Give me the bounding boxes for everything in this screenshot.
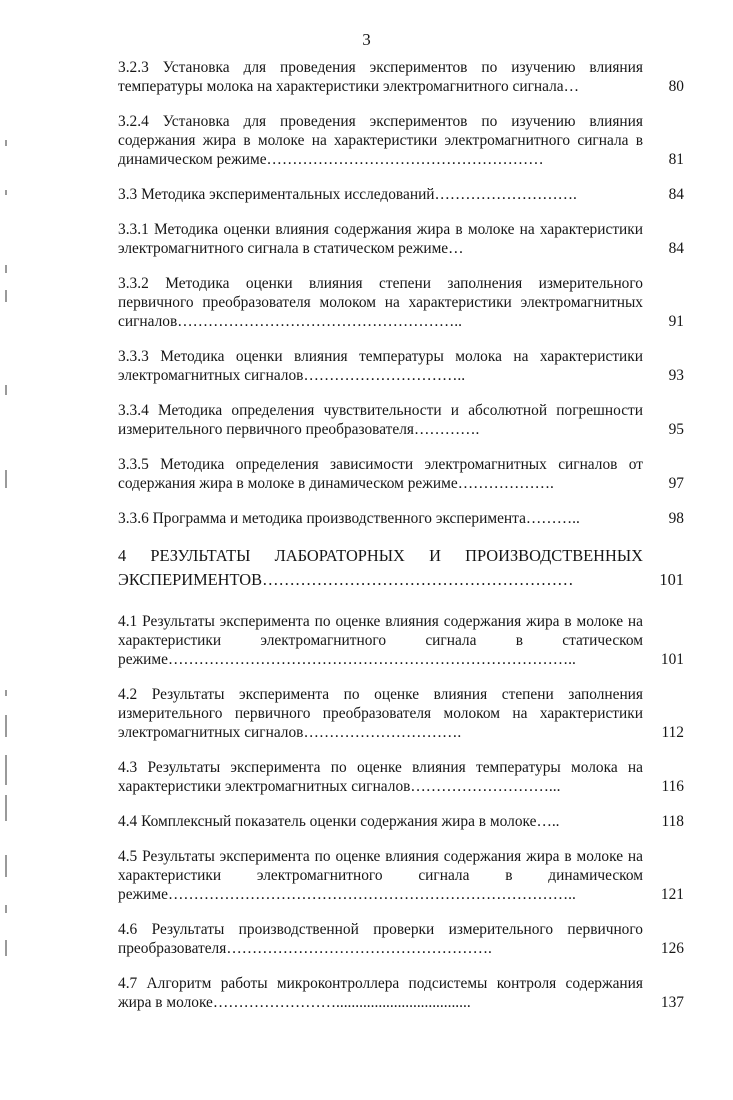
toc-entry-page: 126 bbox=[660, 940, 684, 957]
scan-mark bbox=[5, 690, 7, 696]
scan-mark bbox=[5, 940, 7, 956]
toc-entry-title: 4.5 Результаты эксперимента по оценке влияния содержания жира в молоке на характеристики электромагнитного сигнала в динамическом режиме…………………………………………………………………….. bbox=[118, 848, 643, 903]
toc-entry-title: 3.3.5 Методика определения зависимости электромагнитных сигналов от содержания жира в молоке в динамическом режиме………………. bbox=[118, 456, 643, 492]
toc-entry-title: 4.3 Результаты эксперимента по оценке влияния температуры молока на характеристики электромагнитных сигналов………………………... bbox=[118, 759, 643, 795]
toc-entry bbox=[118, 974, 684, 1012]
scan-mark bbox=[5, 855, 7, 877]
toc-entry bbox=[118, 112, 684, 169]
toc-entry-page: 112 bbox=[661, 724, 684, 741]
toc-entry bbox=[118, 455, 684, 493]
toc-entry bbox=[118, 347, 684, 385]
toc-entry-title: 4.2 Результаты эксперимента по оценке влияния степени заполнения измерительного первичного преобразователя молоком на характеристики электромагнитных сигналов…………………………. bbox=[118, 686, 643, 741]
toc-entry bbox=[118, 612, 684, 669]
scan-mark bbox=[5, 795, 7, 821]
toc-entry bbox=[118, 220, 684, 258]
toc-entry bbox=[118, 758, 684, 796]
scan-mark bbox=[5, 265, 7, 273]
toc-entry bbox=[118, 58, 684, 96]
toc-entry-page: 93 bbox=[668, 367, 684, 384]
toc-entry-page: 121 bbox=[660, 886, 684, 903]
toc-entry-title: 4.1 Результаты эксперимента по оценке влияния содержания жира в молоке на характеристики электромагнитного сигнала в статическом режиме…………………………………………………………………….. bbox=[118, 613, 643, 668]
toc-entry-page: 81 bbox=[668, 151, 684, 168]
toc-chapter-title: 4 РЕЗУЛЬТАТЫ ЛАБОРАТОРНЫХ И ПРОИЗВОДСТВЕННЫХ ЭКСПЕРИМЕНТОВ………………………………………………… bbox=[118, 546, 643, 589]
toc-entry-title: 3.3.6 Программа и методика производственного эксперимента……….. bbox=[118, 510, 580, 527]
toc-entry bbox=[118, 812, 684, 831]
toc-entry-page: 137 bbox=[660, 994, 684, 1011]
toc-entry bbox=[118, 685, 684, 742]
toc-entry-page: 118 bbox=[661, 813, 684, 830]
scan-mark bbox=[5, 470, 7, 488]
scan-mark bbox=[5, 715, 7, 737]
toc-entry bbox=[118, 401, 684, 439]
scan-mark bbox=[5, 190, 7, 195]
toc-chapter-entry bbox=[118, 544, 684, 592]
toc-entry bbox=[118, 847, 684, 904]
toc-entry-page: 97 bbox=[668, 475, 684, 492]
scan-mark bbox=[5, 755, 7, 785]
toc-entry-title: 4.7 Алгоритм работы микроконтроллера подсистемы контроля содержания жира в молоке……………………................................... bbox=[118, 975, 643, 1011]
toc-entry-title: 3.3.4 Методика определения чувствительности и абсолютной погрешности измерительного первичного преобразователя…………. bbox=[118, 402, 643, 438]
toc-entry bbox=[118, 274, 684, 331]
toc-entry bbox=[118, 509, 684, 528]
toc-entry-page: 101 bbox=[659, 570, 684, 589]
toc-entry-title: 4.4 Комплексный показатель оценки содержания жира в молоке….. bbox=[118, 813, 560, 830]
toc-entry-page: 84 bbox=[668, 186, 684, 203]
toc-entry-page: 84 bbox=[668, 240, 684, 257]
toc-entry-title: 3.3.2 Методика оценки влияния степени заполнения измерительного первичного преобразователя молоком на характеристики электромагнитных сигналов……………………………………………….. bbox=[118, 275, 643, 330]
toc-entry-page: 95 bbox=[668, 421, 684, 438]
toc-entry-title: 3.3 Методика экспериментальных исследований………………………. bbox=[118, 186, 577, 203]
toc-entry bbox=[118, 920, 684, 958]
toc-entry-title: 3.3.3 Методика оценки влияния температуры молока на характеристики электромагнитных сигналов………………………….. bbox=[118, 348, 643, 384]
toc-entry-title: 4.6 Результаты производственной проверки измерительного первичного преобразователя……………………………………………. bbox=[118, 921, 643, 957]
page-number: 3 bbox=[362, 30, 371, 49]
toc-entry-page: 80 bbox=[668, 78, 684, 95]
table-of-contents bbox=[118, 58, 684, 1028]
toc-entry-title: 3.2.3 Установка для проведения экспериментов по изучению влияния температуры молока на характеристики электромагнитного сигнала… bbox=[118, 59, 643, 95]
scan-mark bbox=[5, 140, 7, 146]
scan-edge-marks bbox=[0, 0, 14, 1100]
toc-entry-page: 98 bbox=[668, 510, 684, 527]
scan-mark bbox=[5, 385, 7, 395]
toc-entry-title: 3.3.1 Методика оценки влияния содержания жира в молоке на характеристики электромагнитного сигнала в статическом режиме… bbox=[118, 221, 643, 257]
toc-entry-page: 101 bbox=[660, 651, 684, 668]
toc-entry-page: 91 bbox=[668, 313, 684, 330]
toc-entry bbox=[118, 185, 684, 204]
scan-mark bbox=[5, 290, 7, 302]
toc-entry-title: 3.2.4 Установка для проведения экспериментов по изучению влияния содержания жира в молоке на характеристики электромагнитного сигнала в динамическом режиме……………………………………………… bbox=[118, 113, 643, 168]
scan-mark bbox=[5, 905, 7, 913]
toc-entry-page: 116 bbox=[661, 778, 684, 795]
